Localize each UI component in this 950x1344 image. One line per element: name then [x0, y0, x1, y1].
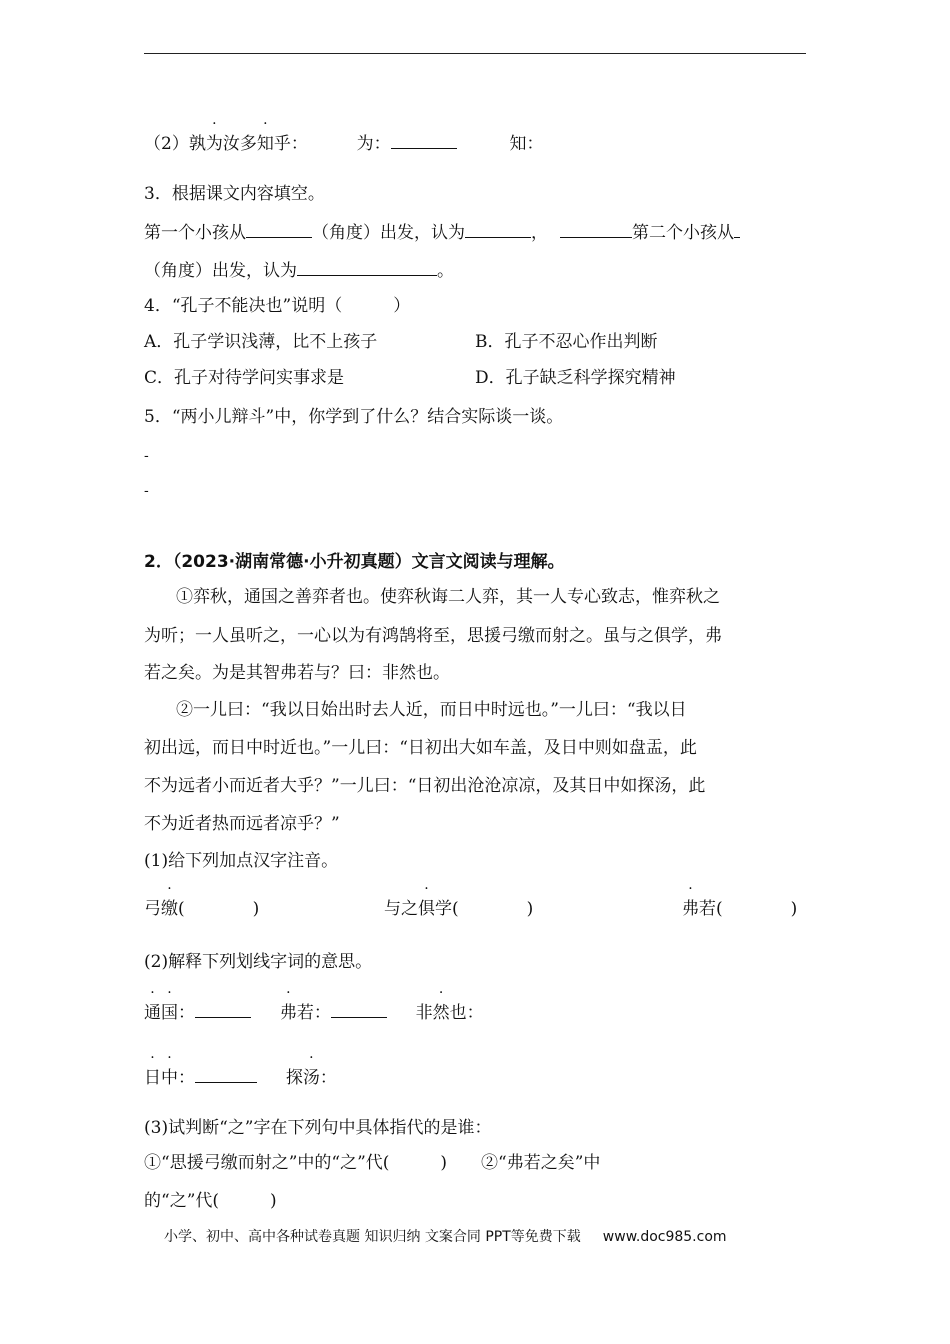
q3-blank-4[interactable] [734, 219, 740, 238]
q3-blank-2[interactable] [465, 219, 531, 238]
s1-paren-a[interactable]: ( ) [178, 899, 260, 919]
s3-title: (3)试判断“之”字在下列句中具体指代的是谁： [144, 1118, 492, 1138]
wei-answer-blank[interactable] [391, 130, 457, 149]
dotted-char: 缴 [161, 899, 178, 919]
passage1-line: 为听；一人虽听之，一心以为有鸿鹄将至，思援弓缴而射之。虽与之俱学，弗 [144, 626, 722, 646]
s2-title: (2)解释下列划线字词的意思。 [144, 952, 373, 972]
s1-text: 弓 [144, 899, 161, 919]
q4-option-a[interactable]: A．孔子学识浅薄，比不上孩子 [144, 332, 378, 352]
q3-blank-5[interactable] [297, 257, 437, 276]
rizhong-blank[interactable] [195, 1064, 257, 1083]
s1-text: 学 [435, 899, 452, 919]
dotted-char: 日 [144, 1068, 161, 1088]
s1-paren-b[interactable]: ( ) [452, 899, 534, 919]
dotted-char: 知 [256, 134, 274, 154]
footer-text: 小学、初中、高中各种试卷真题 知识归纳 文案合同 PPT等免费下载 [164, 1229, 581, 1245]
header-rule [144, 53, 806, 54]
q3-line2 [144, 257, 454, 283]
s3-line1: ①“思援弓缴而射之”中的“之”代( ) ②“弗若之矣”中 [144, 1153, 601, 1173]
q4-title: 4．“孔子不能决也”说明（ ） [144, 296, 411, 316]
s2-text: 非 [415, 1003, 433, 1023]
s1-item-a [144, 897, 259, 921]
q4-option-c[interactable]: C．孔子对待学问实事求是 [144, 368, 345, 388]
q4-option-d[interactable]: D．孔子缺乏科学探究精神 [475, 368, 676, 388]
dotted-char: 然 [432, 1003, 450, 1023]
s1-text: 若 [699, 899, 716, 919]
dotted-char: 中 [161, 1068, 178, 1088]
section2-heading [144, 550, 565, 574]
footer-url[interactable]: www.doc985.com [602, 1229, 727, 1245]
q1-sub2 [144, 130, 543, 156]
dotted-char: 俱 [418, 899, 435, 919]
s2-text: ： [313, 1003, 331, 1023]
wei-label: 为： [356, 134, 391, 154]
q5-title: 5．“两小儿辩斗”中，你学到了什么？结合实际谈一谈。 [144, 407, 564, 427]
dotted-char: 为 [205, 134, 223, 154]
s2-text: ： [178, 1003, 195, 1023]
footer [164, 1226, 727, 1246]
s1-item-b [384, 897, 533, 921]
passage2-line: 初出远，而日中时近也。”一儿曰：“日初出大如车盖，及日中则如盘盂，此 [144, 738, 697, 758]
s2-text: 若 [296, 1003, 314, 1023]
s2-row1 [144, 999, 484, 1025]
tongguo-blank[interactable] [195, 999, 251, 1018]
s1-text: 与之 [384, 899, 418, 919]
q3-text: 第一个小孩从 [144, 223, 246, 243]
q1-sub2-text: 乎： [273, 134, 308, 154]
passage1-line: 若之矣。为是其智弗若与？曰：非然也。 [144, 663, 450, 683]
s1-paren-c[interactable]: ( ) [716, 899, 798, 919]
s2-text: 也： [449, 1003, 484, 1023]
passage1-line: ①弈秋，通国之善弈者也。使弈秋诲二人弈，其一人专心致志，惟弈秋之 [176, 587, 720, 607]
q3-blank-1[interactable] [246, 219, 312, 238]
s3-line2: 的“之”代( ) [144, 1191, 277, 1211]
section2-number: 2． [144, 552, 173, 572]
q3-text: 。 [437, 261, 454, 281]
dotted-char: 汤 [302, 1068, 320, 1088]
q5-answer-line-2[interactable]: - [144, 483, 149, 499]
s2-text: ： [319, 1068, 337, 1088]
s2-row2 [144, 1064, 337, 1090]
q3-text: ， [531, 223, 548, 243]
zhi-label: 知： [509, 134, 544, 154]
q1-sub2-text: （2）孰 [144, 134, 206, 154]
s1-item-c [682, 897, 797, 921]
passage2-line: 不为近者热而远者凉乎？” [144, 814, 340, 834]
foruo-blank[interactable] [331, 999, 387, 1018]
dotted-char: 弗 [682, 899, 699, 919]
q3-text: （角度）出发，认为 [144, 261, 297, 281]
q3-text: 第二个小孩从 [632, 223, 734, 243]
dotted-char: 弗 [279, 1003, 297, 1023]
q3-text: （角度）出发，认为 [312, 223, 465, 243]
s1-title: (1)给下列加点汉字注音。 [144, 851, 339, 871]
dotted-char: 通 [144, 1003, 161, 1023]
dotted-char: 国 [161, 1003, 178, 1023]
q3-line1 [144, 219, 740, 245]
passage2-line: 不为远者小而近者大乎？”一儿曰：“日初出沧沧凉凉，及其日中如探汤，此 [144, 776, 706, 796]
passage2-line: ②一儿曰：“我以日始出时去人近，而日中时远也。”一儿曰：“我以日 [176, 700, 687, 720]
q4-option-b[interactable]: B．孔子不忍心作出判断 [475, 332, 658, 352]
s2-text: 探 [285, 1068, 303, 1088]
s2-text: ： [178, 1068, 195, 1088]
q5-answer-line-1[interactable]: - [144, 448, 149, 464]
q3-title: 3．根据课文内容填空。 [144, 184, 325, 204]
q1-sub2-text: 汝多 [222, 134, 257, 154]
q3-blank-3[interactable] [560, 219, 632, 238]
section2-title: （2023·湖南常德·小升初真题）文言文阅读与理解。 [172, 552, 565, 572]
